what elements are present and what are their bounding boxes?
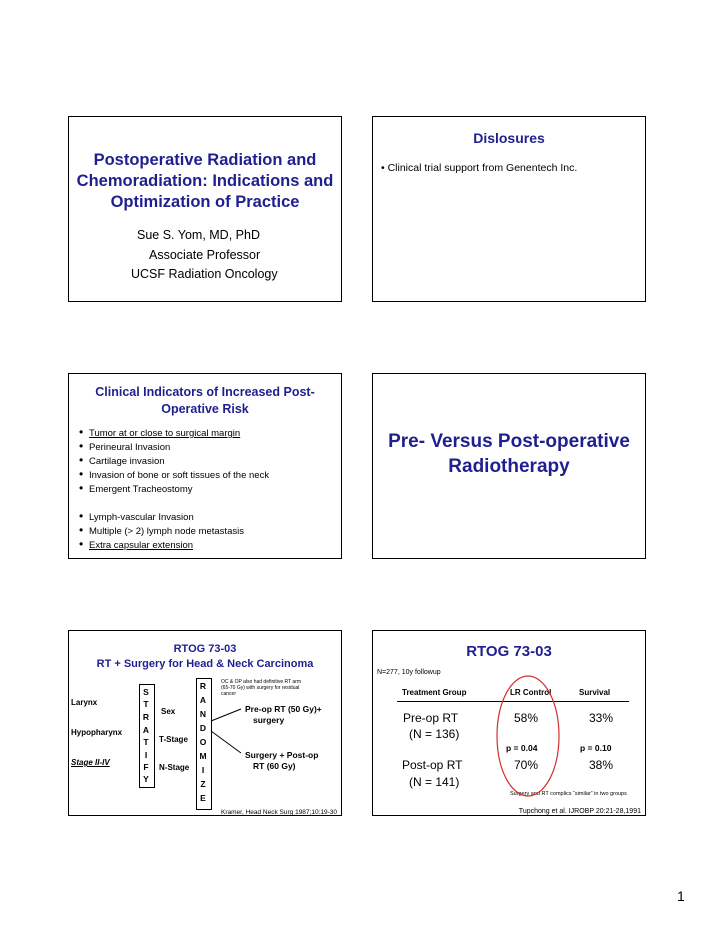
row-post-op-n: (N = 141) bbox=[409, 775, 460, 789]
header-treatment-group: Treatment Group bbox=[402, 688, 467, 697]
row-post-op-lr: 70% bbox=[514, 758, 539, 772]
author-affiliation: UCSF Radiation Oncology bbox=[131, 267, 278, 281]
site-hypopharynx: Hypopharynx bbox=[71, 728, 123, 737]
site-stage: Stage II-IV bbox=[71, 758, 110, 767]
slide-pre-post-heading: Pre- Versus Post-operative Radiotherapy bbox=[388, 431, 630, 477]
complications-note: Surgery and RT complics “similar” in two groups bbox=[510, 791, 627, 797]
list-item: • Emergent Tracheostomy bbox=[79, 481, 193, 495]
factor-n-stage: N-Stage bbox=[159, 763, 190, 772]
factor-sex: Sex bbox=[161, 707, 176, 716]
header-survival: Survival bbox=[579, 688, 611, 697]
slide-rtog-results bbox=[372, 630, 646, 816]
lr-control-highlight-circle bbox=[493, 671, 563, 801]
stratify-letter: T bbox=[143, 737, 149, 747]
stratify-letter: T bbox=[143, 699, 149, 709]
slide-title bbox=[68, 116, 342, 302]
citation: Kramer, Head Neck Surg 1987;10:19-30 bbox=[221, 809, 337, 816]
slide-results-heading: RTOG 73-03 bbox=[466, 643, 552, 660]
slide-disclosures bbox=[372, 116, 646, 302]
p-value-survival: p = 0.10 bbox=[580, 743, 612, 753]
p-value-lr: p = 0.04 bbox=[506, 743, 538, 753]
disclosure-bullet: • Clinical trial support from Genentech Inc. bbox=[381, 162, 578, 174]
row-pre-op-n: (N = 136) bbox=[409, 727, 460, 741]
list-item: • Extra capsular extension bbox=[79, 537, 194, 551]
randomize-letter: D bbox=[199, 723, 207, 733]
stratify-letter: Y bbox=[143, 774, 149, 784]
stratify-letter: I bbox=[144, 750, 148, 760]
site-larynx: Larynx bbox=[71, 698, 98, 707]
row-pre-op-group: Pre-op RT bbox=[403, 711, 459, 725]
slide-rtog-schema bbox=[68, 630, 342, 816]
author-position: Associate Professor bbox=[149, 248, 261, 262]
list-item: • Perineural Invasion bbox=[79, 439, 171, 453]
definitive-rt-note: OC & OP also had definitive RT arm (65-70 Gy) with surgery for residual cancer bbox=[221, 679, 302, 697]
arm-pre-op: Pre-op RT (50 Gy)+ surgery bbox=[245, 704, 322, 725]
author-name: Sue S. Yom, MD, PhD bbox=[137, 228, 260, 242]
randomize-letter: Z bbox=[200, 779, 206, 789]
randomize-letter: O bbox=[199, 737, 207, 747]
row-pre-op-lr: 58% bbox=[514, 711, 539, 725]
followup-note: N=277, 10y followup bbox=[377, 669, 441, 676]
arm-post-op: Surgery + Post-op RT (60 Gy) bbox=[245, 750, 319, 771]
row-pre-op-survival: 33% bbox=[589, 711, 614, 725]
randomize-letter: N bbox=[199, 709, 207, 719]
randomize-letter: I bbox=[201, 765, 205, 775]
randomize-letter: A bbox=[199, 695, 207, 705]
slide-pre-vs-post bbox=[372, 373, 646, 559]
stratify-letter: S bbox=[143, 687, 149, 697]
randomize-letter: R bbox=[199, 681, 207, 691]
slide-title-heading: Postoperative Radiation and Chemoradiation: Indications and Optimization of Practice bbox=[76, 151, 334, 211]
slide-clinical-indicators bbox=[68, 373, 342, 559]
list-item: • Invasion of bone or soft tissues of the neck bbox=[79, 467, 270, 481]
stratify-letter: A bbox=[142, 725, 150, 735]
row-post-op-group: Post-op RT bbox=[402, 758, 463, 772]
slide-schema-heading: RTOG 73-03 RT + Surgery for Head & Neck Carcinoma bbox=[96, 643, 314, 670]
randomize-letter: E bbox=[200, 793, 206, 803]
stratify-letter: R bbox=[142, 712, 150, 722]
randomize-arrows bbox=[209, 701, 243, 761]
list-item: • Lymph-vascular Invasion bbox=[79, 509, 194, 523]
list-item: • Tumor at or close to surgical margin bbox=[79, 425, 241, 439]
list-item: • Cartilage invasion bbox=[79, 453, 165, 467]
slide-disclosures-heading: Dislosures bbox=[473, 130, 545, 146]
list-item: • Multiple (> 2) lymph node metastasis bbox=[79, 523, 244, 537]
slide-indicators-heading: Clinical Indicators of Increased Post- Operative Risk bbox=[95, 385, 315, 416]
page-number: 1 bbox=[677, 888, 685, 904]
factor-t-stage: T-Stage bbox=[159, 735, 188, 744]
stratify-letter: F bbox=[143, 762, 149, 772]
header-lr-control: LR Control bbox=[510, 688, 552, 697]
randomize-letter: M bbox=[199, 751, 207, 761]
row-post-op-survival: 38% bbox=[589, 758, 614, 772]
citation: Tupchong et al. IJROBP 20:21-28,1991 bbox=[518, 808, 641, 815]
